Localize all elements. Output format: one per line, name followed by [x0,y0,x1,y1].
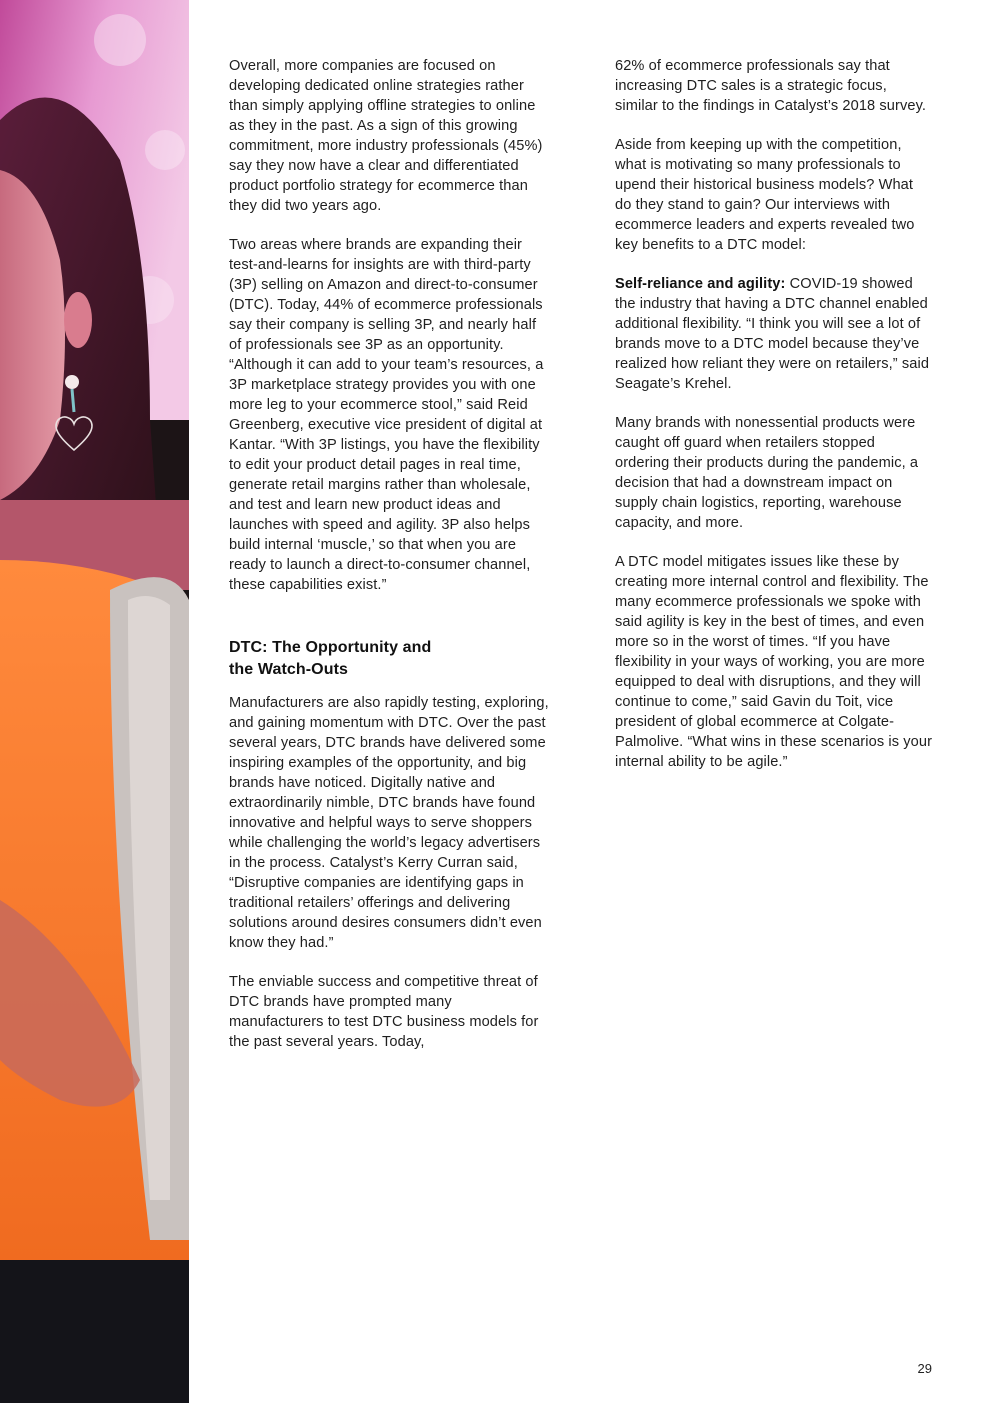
right-paragraph-3-lead: Self-reliance and agility: [615,276,786,292]
left-paragraph-1: Overall, more companies are focused on developing dedicated online strategies rather than simply applying offline strategies to online as they in the past. As a sign of this growing commitment, more industry professionals (45%) say they now have a clear and differentiated product portfolio strategy for ecommerce than they did two years ago. [229,58,543,214]
left-paragraph-3: Manufacturers are also rapidly testing, exploring, and gaining momentum with DTC. Over the past several years, DTC brands have delivered some inspiring examples of the opportunity, and big brands have noticed. Digitally native and extraordinarily nimble, DTC brands have found innovative and helpful ways to serve shoppers while challenging the world’s legacy advertisers in the process. Catalyst’s Kerry Curran said, “Disruptive companies are identifying gaps in traditional retailers’ offerings and delivering solutions around desires consumers didn’t even know they had.” [229,695,549,951]
right-paragraph-5: A DTC model mitigates issues like these by creating more internal control and flexibility. The many ecommerce professionals we spoke with said agility is key in the best of times, and even more so in the worst of times. “If you have flexibility in your ways of working, you are more equipped to deal with disruptions, and they will continue to come,” said Gavin du Toit, vice president of global ecommerce at Colgate-Palmolive. “What wins in these scenarios is your internal ability to be agile.” [615,554,933,770]
woman-photo-image [0,0,189,1403]
section-heading [229,637,549,681]
left-paragraph-2: Two areas where brands are expanding their test-and-learns for insights are with third-party (3P) selling on Amazon and direct-to-consumer (DTC). Today, 44% of ecommerce professionals say their company is selling 3P, and nearly half of professionals see 3P as an opportunity. “Although it can add to your team’s resources, a 3P marketplace strategy provides you with one more leg to your ecommerce stool,” said Reid Greenberg, executive vice president of digital at Kantar. “With 3P listings, you have the flexibility to edit your product detail pages in real time, generate retail margins rather than wholesale, and test and learn new product ideas and launches with speed and agility. 3P also helps build internal ‘muscle,’ so that when you are ready to launch a direct-to-consumer channel, these capabilities exist.” [229,237,544,593]
right-paragraph-3 [615,274,933,394]
page-number: 29 [917,1361,932,1376]
right-column [615,56,933,791]
right-paragraph-4: Many brands with nonessential products were caught off guard when retailers stopped ordering their products during the pandemic, a decision that had a downstream impact on supply chain logistics, reporting, warehouse capacity, and more. [615,415,919,531]
left-column [229,56,549,1071]
right-paragraph-2: Aside from keeping up with the competition, what is motivating so many professionals to upend their historical business models? What do they stand to gain? Our interviews with ecommerce leaders and experts revealed two key benefits to a DTC model: [615,137,915,253]
right-paragraph-1: 62% of ecommerce professionals say that increasing DTC sales is a strategic focus, similar to the findings in Catalyst’s 2018 survey. [615,58,927,114]
photo-illustration [0,0,189,1403]
right-paragraph-3-body: COVID-19 showed the industry that having a DTC channel enabled additional flexibility. “I think you will see a lot of brands move to a DTC model because they’ve realized how reliant they were on retailers,” said Seagate’s Krehel. [615,276,930,392]
left-paragraph-4: The enviable success and competitive threat of DTC brands have prompted many manufacturers to test DTC business models for the past several years. Today, [229,974,539,1050]
section-heading-line-1: DTC: The Opportunity and [229,639,432,656]
section-heading-line-2: the Watch-Outs [229,661,349,678]
